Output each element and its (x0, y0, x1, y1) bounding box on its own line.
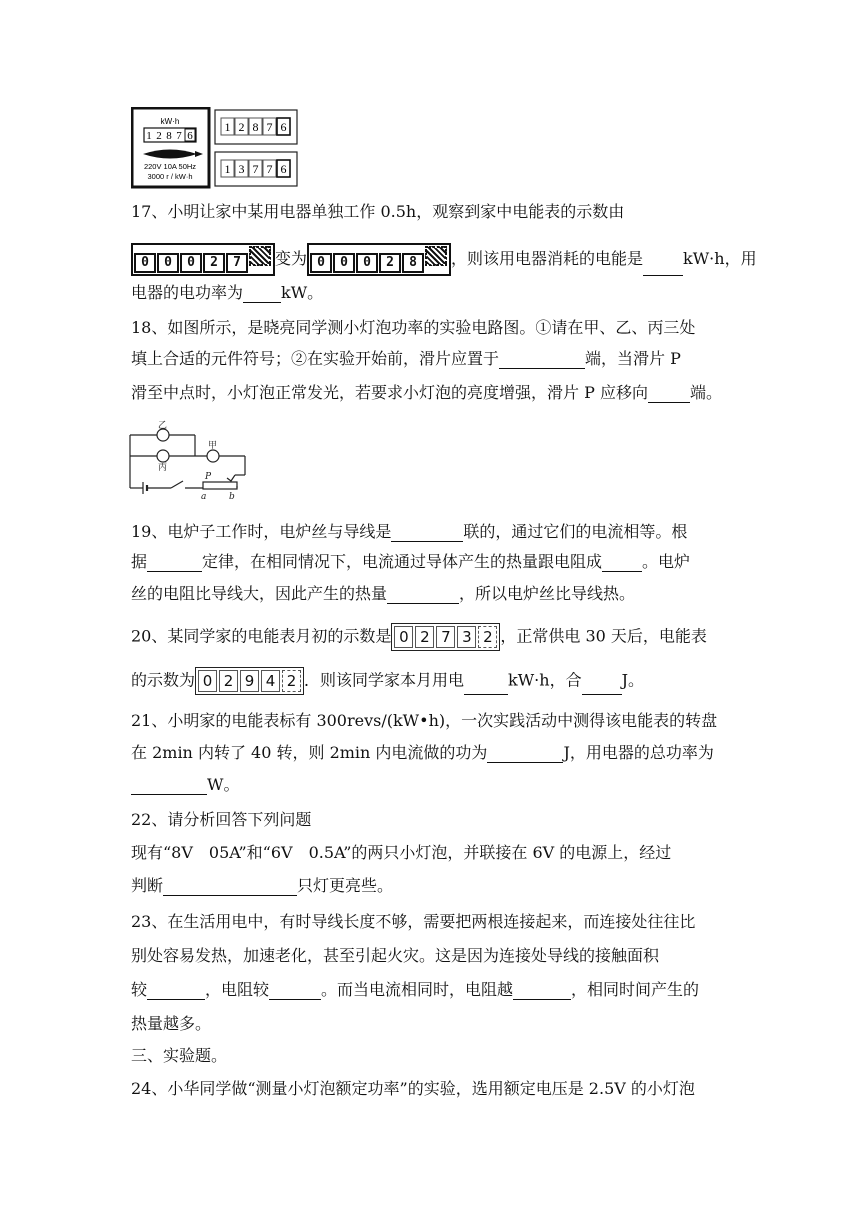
q20-line1: 20、某同学家的电能表月初的示数是 0 2 7 3 2 ，正常供电 30 天后，电能表 (131, 623, 707, 651)
circuit-label-bing: 丙 (158, 463, 168, 473)
answer-blank[interactable] (147, 554, 202, 572)
circuit-label-jia: 甲 (208, 441, 218, 451)
answer-blank[interactable] (513, 982, 571, 1000)
q23-line3: 较 ，电阻较 。而当电流相同时，电阻越 ，相同时间产生的 (131, 980, 700, 999)
circuit-label-p: P (205, 472, 212, 482)
answer-blank[interactable] (243, 285, 281, 303)
answer-blank[interactable] (131, 777, 207, 795)
answer-blank[interactable] (147, 982, 205, 1000)
q18-line3: 滑至中点时，小灯泡正常发光，若要求小灯泡的亮度增强，滑片 P 应移向 端。 (131, 383, 722, 402)
circuit-label-yi: 乙 (158, 421, 168, 431)
q17-line1: 17、小明让家中某用电器单独工作 0.5h，观察到家中电能表的示数由 (131, 202, 625, 221)
answer-blank[interactable] (487, 745, 563, 763)
panel-top-digit: 7 (266, 120, 273, 134)
meter-digit: 1 (146, 130, 152, 142)
q21-line3: W。 (131, 775, 239, 795)
meter-unit: kW·h (160, 117, 180, 126)
q18-line1: 18、如图所示，是晓亮同学测小灯泡功率的实验电路图。①请在甲、乙、丙三处 (131, 318, 696, 337)
meter-digit: 8 (166, 130, 172, 142)
answer-blank[interactable] (163, 878, 297, 896)
q22-title: 22、请分析回答下列问题 (131, 810, 312, 829)
q22-line2: 判断 只灯更亮些。 (131, 876, 394, 895)
panel-bottom-digit: 6 (280, 162, 287, 176)
panel-top-digit: 6 (280, 120, 287, 134)
q20-line2: 的示数为 0 2 9 4 2 ．则该同学家本月用电 kW·h，合 J。 (131, 667, 644, 695)
q17-to-reading: 0 0 0 2 8 (307, 243, 451, 276)
q17-from-reading: 0 0 0 2 7 (131, 243, 275, 276)
q19-line1: 19、电炉子工作时，电炉丝与导线是 联的，通过它们的电流相等。根 (131, 522, 688, 541)
q19-line3: 丝的电阻比导线大，因此产生的热量 ，所以电炉丝比导线热。 (131, 584, 636, 603)
answer-blank[interactable] (602, 554, 642, 572)
panel-top-digit: 1 (224, 120, 231, 134)
section-heading: 三、实验题。 (131, 1046, 228, 1065)
answer-blank[interactable] (269, 982, 321, 1000)
q23-line1: 23、在生活用电中，有时导线长度不够，需要把两根连接起来，而连接处往往比 (131, 912, 696, 931)
answer-blank[interactable] (387, 586, 459, 604)
meter-specs: 220V 10A 50Hz (143, 162, 197, 171)
q21-line2: 在 2min 内转了 40 转，则 2min 内电流做的功为 J，用电器的总功率为 (131, 743, 714, 762)
meter-digit: 6 (187, 130, 193, 142)
q19-line2: 据 定律，在相同情况下，电流通过导体产生的热量跟电阻成 。电炉 (131, 552, 691, 571)
q20-start-reading: 0 2 7 3 2 (391, 623, 500, 651)
circuit-diagram (125, 420, 255, 502)
panel-bottom-digit: 7 (266, 162, 273, 176)
electric-meter-figure (131, 107, 299, 193)
q23-line4: 热量越多。 (131, 1014, 212, 1033)
q23-line2: 别处容易发热，加速老化，甚至引起火灾。这是因为连接处导线的接触面积 (131, 946, 660, 965)
q17-line2: 0 0 0 2 7 变为 0 0 0 2 8 ，则该用电器消耗的电能是 kW·h，用 (131, 243, 757, 276)
answer-blank[interactable] (648, 385, 690, 403)
q17-line3: 电器的电功率为 kW。 (131, 283, 324, 302)
circuit-label-b: b (229, 492, 235, 502)
panel-top-digit: 8 (252, 120, 259, 134)
q24-line1: 24、小华同学做“测量小灯泡额定功率”的实验，选用额定电压是 2.5V 的小灯泡 (131, 1079, 695, 1098)
answer-blank[interactable] (499, 351, 585, 369)
panel-top-digit: 2 (238, 120, 245, 134)
panel-bottom-digit: 3 (238, 162, 245, 176)
answer-blank[interactable] (643, 258, 683, 276)
answer-blank[interactable] (582, 677, 622, 695)
q22-line1: 现有“8V 05A”和“6V 0.5A”的两只小灯泡，并联接在 6V 的电源上，经过 (131, 843, 672, 862)
q18-line2: 填上合适的元件符号；②在实验开始前，滑片应置于 端，当滑片 P (131, 349, 681, 368)
q21-line1: 21、小明家的电能表标有 300revs/(kW•h)，一次实践活动中测得该电能表的转盘 (131, 711, 718, 730)
meter-revs: 3000 r / kW·h (147, 172, 193, 181)
answer-blank[interactable] (464, 677, 508, 695)
circuit-label-a: a (201, 492, 207, 502)
meter-digit: 2 (156, 130, 162, 142)
electric-meter-drawing (131, 107, 299, 189)
panel-bottom-digit: 7 (252, 162, 259, 176)
panel-bottom-digit: 1 (224, 162, 231, 176)
meter-digit: 7 (176, 130, 182, 142)
q20-end-reading: 0 2 9 4 2 (195, 667, 304, 695)
answer-blank[interactable] (391, 524, 463, 542)
